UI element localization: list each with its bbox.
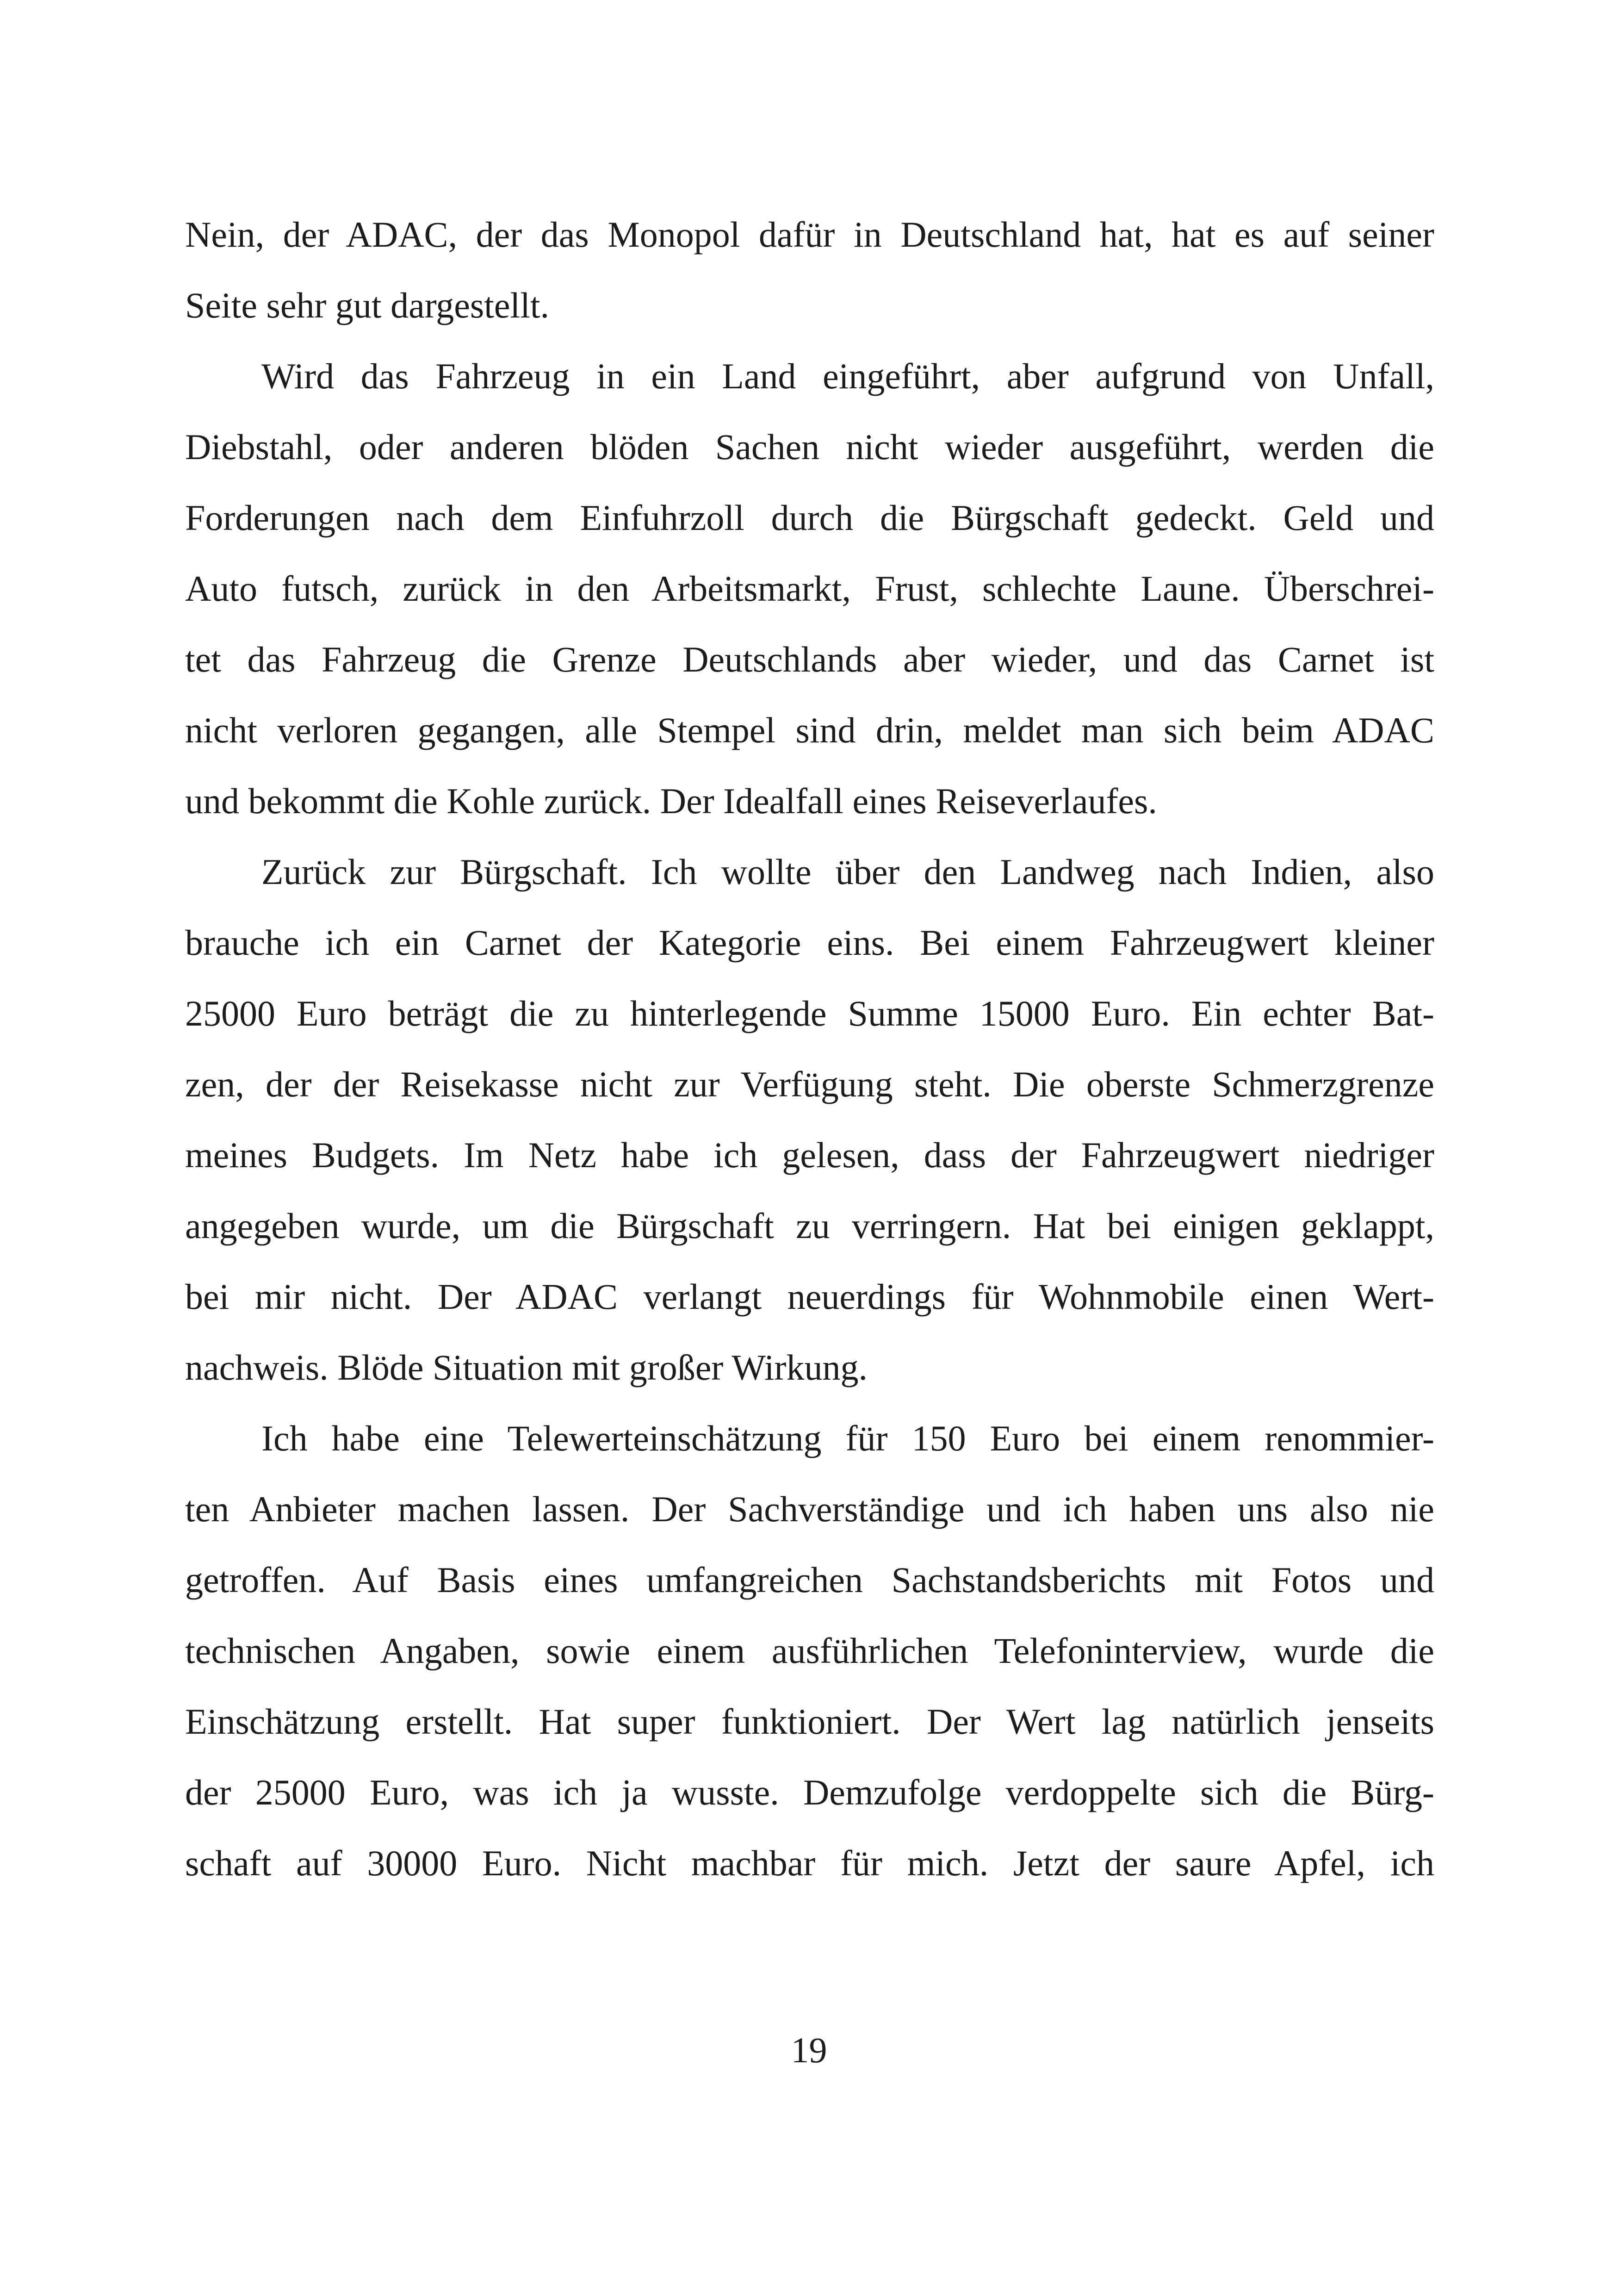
text-line: der 25000 Euro, was ich ja wusste. Demzufolge verdoppelte sich die Bürg-: [185, 1772, 1434, 1812]
text-line: technischen Angaben, sowie einem ausführlichen Telefoninterview, wurde die: [185, 1630, 1434, 1671]
text-line: bei mir nicht. Der ADAC verlangt neuerdings für Wohnmobile einen Wert-: [185, 1276, 1434, 1317]
page-number: 19: [791, 2030, 827, 2070]
text-line: 25000 Euro beträgt die zu hinterlegende Summe 15000 Euro. Ein echter Bat-: [185, 993, 1434, 1033]
text-line: Nein, der ADAC, der das Monopol dafür in Deutschland hat, hat es auf seiner: [185, 214, 1434, 255]
text-line: brauche ich ein Carnet der Kategorie eins. Bei einem Fahrzeugwert kleiner: [185, 922, 1434, 963]
body-text: [185, 199, 1434, 1898]
text-line: tet das Fahrzeug die Grenze Deutschlands aber wieder, und das Carnet ist: [185, 639, 1434, 679]
text-line: getroffen. Auf Basis eines umfangreichen Sachstandsberichts mit Fotos und: [185, 1560, 1434, 1600]
text-line: ten Anbieter machen lassen. Der Sachverständige und ich haben uns also nie: [185, 1489, 1434, 1529]
paragraph-first-line: Zurück zur Bürgschaft. Ich wollte über den Landweg nach Indien, also: [261, 852, 1434, 892]
text-line: Auto futsch, zurück in den Arbeitsmarkt, Frust, schlechte Laune. Überschrei-: [185, 568, 1434, 609]
text-line: schaft auf 30000 Euro. Nicht machbar für mich. Jetzt der saure Apfel, ich: [185, 1843, 1434, 1883]
text-line: Einschätzung erstellt. Hat super funktioniert. Der Wert lag natürlich jenseits: [185, 1701, 1434, 1742]
paragraph-first-line: Wird das Fahrzeug in ein Land eingeführt, aber aufgrund von Unfall,: [261, 356, 1434, 396]
paragraph-first-line: Ich habe eine Telewerteinschätzung für 150 Euro bei einem renommier-: [261, 1418, 1434, 1458]
text-line: Diebstahl, oder anderen blöden Sachen nicht wieder ausgeführt, werden die: [185, 427, 1434, 467]
text-line: angegeben wurde, um die Bürgschaft zu verringern. Hat bei einigen geklappt,: [185, 1206, 1434, 1246]
text-line: meines Budgets. Im Netz habe ich gelesen, dass der Fahrzeugwert niedriger: [185, 1135, 1434, 1175]
text-line: nicht verloren gegangen, alle Stempel sind drin, meldet man sich beim ADAC: [185, 710, 1434, 750]
text-line: Seite sehr gut dargestellt.: [185, 285, 550, 325]
text-line: Forderungen nach dem Einfuhrzoll durch die Bürgschaft gedeckt. Geld und: [185, 498, 1434, 538]
text-line: nachweis. Blöde Situation mit großer Wirkung.: [185, 1347, 868, 1388]
text-line: und bekommt die Kohle zurück. Der Idealfall eines Reiseverlaufes.: [185, 781, 1157, 821]
text-line: zen, der der Reisekasse nicht zur Verfügung steht. Die oberste Schmerzgrenze: [185, 1064, 1434, 1104]
